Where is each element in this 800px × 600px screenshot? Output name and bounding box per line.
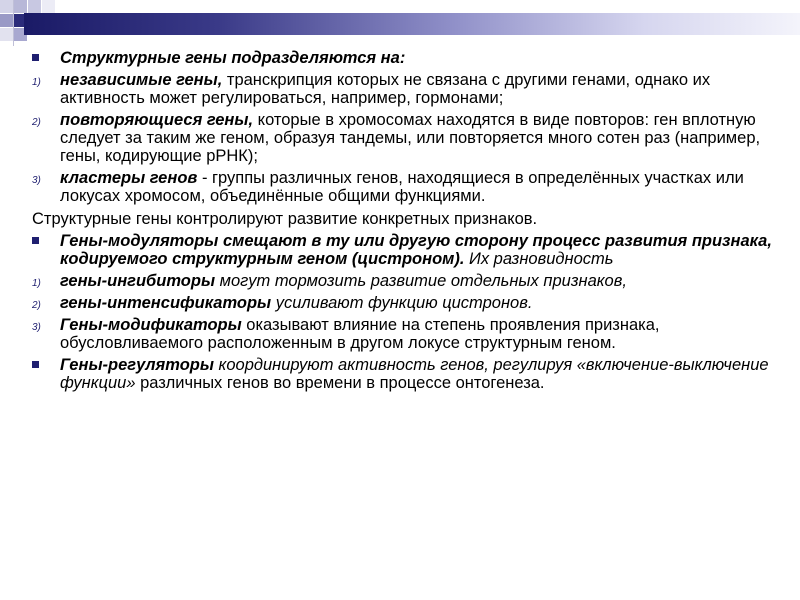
- description: различных генов во времени в процессе онтогенеза.: [135, 374, 545, 392]
- bullet-regulator-genes: [32, 356, 772, 392]
- list-item-modifier-genes: [32, 316, 772, 352]
- list-number: 1): [32, 77, 41, 88]
- decor-square: [0, 0, 13, 13]
- decor-square: [14, 0, 27, 13]
- term: гены-ингибиторы: [60, 272, 216, 290]
- term: кластеры генов: [60, 169, 198, 187]
- decor-square: [0, 14, 13, 27]
- list-number: 2): [32, 117, 41, 128]
- list-item-independent-genes: [32, 71, 772, 107]
- slide-content: [32, 49, 772, 396]
- heading-text: Структурные гены подразделяются на:: [60, 49, 406, 67]
- term: Гены-модификаторы: [60, 316, 242, 334]
- square-bullet-icon: [32, 237, 39, 244]
- term: Гены-регуляторы: [60, 356, 214, 374]
- list-number: 3): [32, 322, 41, 333]
- square-bullet-icon: [32, 361, 39, 368]
- list-number: 3): [32, 175, 41, 186]
- term: гены-интенсификаторы: [60, 294, 272, 312]
- description: транскрипция которых не связана с другими генами, однако их активность может регулироваться, например, гормонами;: [60, 71, 711, 107]
- decor-square: [42, 0, 55, 13]
- description: Их разновидность: [464, 250, 614, 268]
- description: могут тормозить развитие отдельных признаков,: [215, 272, 627, 290]
- list-item-gene-clusters: [32, 169, 772, 205]
- description: - группы различных генов, находящиеся в определённых участках или локусах хромосом, объединённые общими функциями.: [60, 169, 744, 205]
- description-italic: координируют активность генов, регулируя «включение-выключение функции»: [60, 356, 769, 392]
- decor-square: [0, 28, 13, 41]
- bullet-heading: [32, 49, 772, 67]
- description: которые в хромосомах находятся в виде повторов: ген вплотную следует за таким же геном, образуя тандемы, или повторяется много сотен раз (например, гены, кодирующие рРНК);: [60, 111, 761, 165]
- list-item-intensifier-genes: [32, 294, 772, 312]
- description: усиливают функцию цистронов.: [271, 294, 533, 312]
- term: повторяющиеся гены,: [60, 111, 254, 129]
- list-number: 2): [32, 300, 41, 311]
- list-item-inhibitor-genes: [32, 272, 772, 290]
- header-gradient-bar: [24, 13, 800, 35]
- square-bullet-icon: [32, 54, 39, 61]
- term: Гены-модуляторы смещают в ту или другую сторону процесс развития признака, кодируемого структурным геном (цистроном).: [60, 232, 772, 268]
- decor-square: [28, 0, 41, 13]
- term: независимые гены,: [60, 71, 223, 89]
- decor-line: [13, 0, 14, 46]
- paragraph-structural-genes: Структурные гены контролируют развитие конкретных признаков.: [32, 210, 538, 228]
- bullet-modulator-genes: [32, 232, 772, 268]
- list-item-repeating-genes: [32, 111, 772, 165]
- list-number: 1): [32, 278, 41, 289]
- description: оказывают влияние на степень проявления признака, обусловливаемого расположенным в другом локусе структурным геном.: [60, 316, 660, 352]
